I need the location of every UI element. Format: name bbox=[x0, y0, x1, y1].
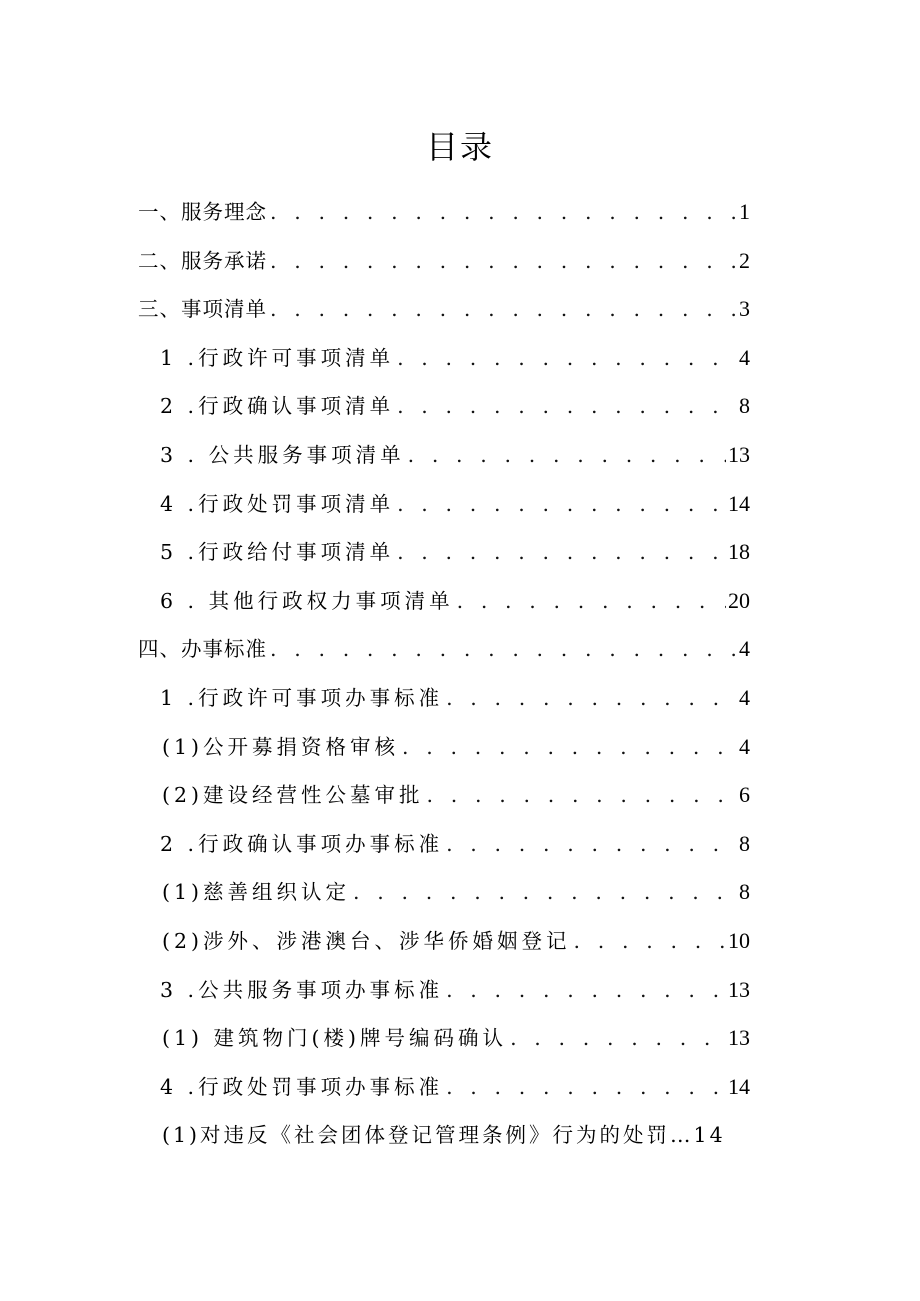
toc-entry-label: 4 .行政处罚事项办事标准 bbox=[160, 1074, 444, 1099]
dot-leader bbox=[270, 285, 737, 334]
toc-entry-label: (1)公开募捐资格审核 bbox=[162, 734, 400, 759]
dot-leader bbox=[270, 625, 737, 674]
toc-entry-page: 20 bbox=[728, 587, 750, 613]
toc-entry-page: 4 bbox=[739, 344, 750, 370]
toc-entry[interactable] bbox=[138, 1111, 750, 1160]
dot-leader bbox=[397, 334, 737, 383]
toc-entry-page: 10 bbox=[728, 927, 750, 953]
toc-entry-label: 3 . 公共服务事项清单 bbox=[160, 442, 405, 467]
toc-entry-page: 8 bbox=[739, 830, 750, 856]
dot-leader bbox=[408, 431, 726, 480]
toc-entry-label: 2 .行政确认事项办事标准 bbox=[160, 831, 444, 856]
toc-entry-label: (2)建设经营性公墓审批 bbox=[162, 783, 424, 808]
toc-entry[interactable] bbox=[138, 431, 750, 480]
dot-leader bbox=[402, 723, 737, 772]
toc-entry[interactable] bbox=[138, 625, 750, 674]
toc-entry[interactable] bbox=[138, 334, 750, 383]
toc-entry-label: 3 .公共服务事项办事标准 bbox=[160, 977, 444, 1002]
dot-leader bbox=[270, 188, 737, 237]
toc-entry[interactable] bbox=[138, 285, 750, 334]
toc-entry-page: 6 bbox=[739, 782, 750, 808]
dot-leader bbox=[574, 917, 726, 966]
toc-entry[interactable] bbox=[138, 771, 750, 820]
toc-entry-page: 4 bbox=[739, 684, 750, 710]
toc-entry[interactable] bbox=[138, 237, 750, 286]
toc-entry[interactable] bbox=[138, 528, 750, 577]
dot-leader bbox=[397, 382, 737, 431]
toc-entry-page: 3 bbox=[739, 296, 750, 322]
toc-entry[interactable] bbox=[138, 966, 750, 1015]
toc-entry-label: 6 . 其他行政权力事项清单 bbox=[160, 588, 454, 613]
toc-entry-label: 三、事项清单 bbox=[138, 297, 267, 322]
dot-leader bbox=[510, 1014, 726, 1063]
toc-entry-label: 4 .行政处罚事项清单 bbox=[160, 491, 395, 516]
toc-entry-page: 14 bbox=[728, 490, 750, 516]
toc-entry[interactable] bbox=[138, 820, 750, 869]
toc-entry[interactable] bbox=[138, 868, 750, 917]
toc-entry[interactable] bbox=[138, 188, 750, 237]
toc-entry-label: (1) 建筑物门(楼)牌号编码确认 bbox=[162, 1026, 508, 1051]
toc-entry[interactable] bbox=[138, 723, 750, 772]
toc-entry-page: 1 bbox=[739, 199, 750, 224]
toc-entry[interactable] bbox=[138, 1014, 750, 1063]
dot-leader bbox=[427, 771, 737, 820]
toc-entry-page: 2 bbox=[739, 247, 750, 273]
toc-entry-page: 8 bbox=[739, 879, 750, 905]
toc-entry-page: 13 bbox=[728, 976, 750, 1002]
table-of-contents bbox=[138, 188, 750, 1160]
toc-entry-label: (2)涉外、涉港澳台、涉华侨婚姻登记 bbox=[162, 928, 571, 953]
toc-entry[interactable] bbox=[138, 1063, 750, 1112]
toc-title: 目录 bbox=[425, 128, 494, 166]
dot-leader bbox=[446, 1063, 726, 1112]
dot-leader bbox=[446, 820, 737, 869]
dot-leader bbox=[397, 528, 726, 577]
toc-entry-label: 一、服务理念 bbox=[138, 200, 267, 224]
toc-entry[interactable] bbox=[138, 577, 750, 626]
toc-entry-label: (1)慈善组织认定 bbox=[162, 880, 351, 905]
dot-leader bbox=[446, 674, 737, 723]
toc-entry-label: 2 .行政确认事项清单 bbox=[160, 394, 395, 419]
toc-entry[interactable] bbox=[138, 480, 750, 529]
toc-entry-label: 四、办事标准 bbox=[138, 637, 267, 662]
dot-leader bbox=[270, 237, 737, 286]
toc-entry-label: 二、服务承诺 bbox=[138, 248, 267, 273]
toc-entry-label: (1)对违反《社会团体登记管理条例》行为的处罚…14 bbox=[162, 1123, 726, 1148]
toc-entry-label: 1 .行政许可事项清单 bbox=[160, 345, 395, 370]
dot-leader bbox=[446, 966, 726, 1015]
toc-entry-page: 18 bbox=[728, 539, 750, 565]
toc-entry-page: 13 bbox=[728, 441, 750, 467]
toc-entry[interactable] bbox=[138, 382, 750, 431]
toc-entry-page: 4 bbox=[739, 636, 750, 662]
toc-entry-page: 13 bbox=[728, 1025, 750, 1051]
toc-entry-page: 8 bbox=[739, 393, 750, 419]
toc-entry-page: 14 bbox=[728, 1073, 750, 1099]
toc-entry[interactable] bbox=[138, 674, 750, 723]
dot-leader bbox=[457, 577, 726, 626]
toc-entry[interactable] bbox=[138, 917, 750, 966]
toc-entry-label: 5 .行政给付事项清单 bbox=[160, 540, 395, 565]
dot-leader bbox=[397, 480, 726, 529]
toc-entry-page: 4 bbox=[739, 733, 750, 759]
toc-entry-label: 1 .行政许可事项办事标准 bbox=[160, 685, 444, 710]
dot-leader bbox=[353, 868, 737, 917]
